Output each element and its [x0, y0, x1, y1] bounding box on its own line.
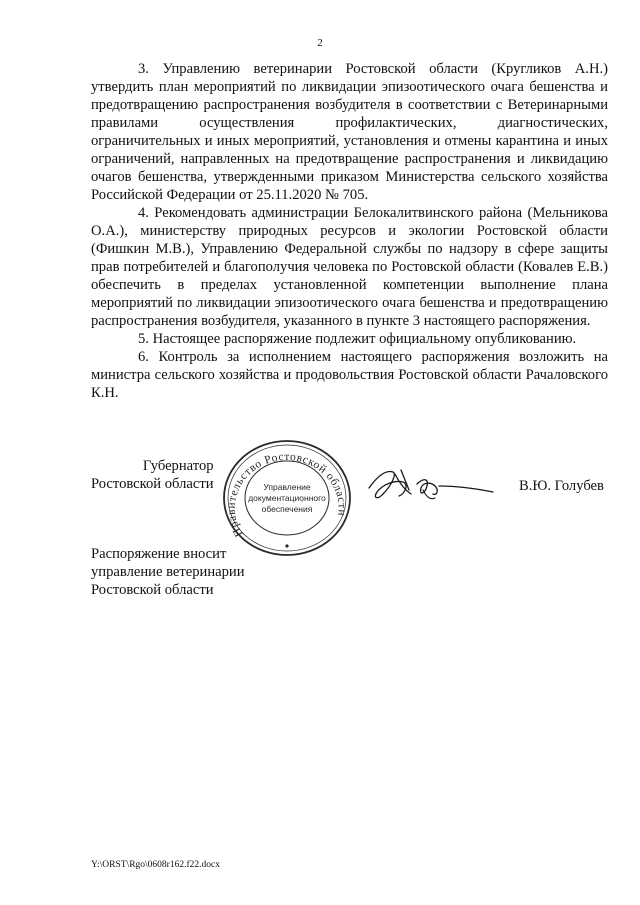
seal-star-icon	[285, 544, 288, 547]
submitter-line1: Распоряжение вносит	[91, 546, 227, 562]
official-seal	[221, 438, 353, 558]
paragraph-4: 4. Рекомендовать администрации Белокалитвинского района (Мельникова О.А.), министерству природных ресурсов и экологии Ростовской области (Фишкин М.В.), Управлению Федеральной службы по надзору в сфере защиты прав потребителей и благополучия человека по Ростовской области (Ковалев Е.В.) обеспечить в пределах установленной компетенции выполнение плана мероприятий по ликвидации эпизоотического очага бешенства и предотвращению распространения возбудителя, указанного в пункте 3 настоящего распоряжения.	[91, 205, 608, 329]
seal-inner-line1: Управление	[263, 482, 311, 492]
paragraph-3: 3. Управлению ветеринарии Ростовской области (Кругликов А.Н.) утвердить план мероприятий по ликвидации эпизоотического очага бешенства и предотвращению распространения возбудителя в соответствии с Ветеринарными правилами осуществления профилактических, диагностических, ограничительных и иных мероприятий, установления и отмены карантина и иных ограничений, направленных на предотвращение распространения и ликвидацию очагов бешенства, утвержденными приказом Министерства сельского хозяйства Российской Федерации от 25.11.2020 № 705.	[91, 61, 608, 203]
signer-name: В.Ю. Голубев	[519, 478, 604, 494]
signatory-title-line1: Губернатор	[142, 458, 214, 474]
seal-outer-text: Правительство Ростовской области	[225, 451, 348, 539]
signatory-title	[91, 457, 214, 493]
page-number: 2	[317, 37, 323, 49]
handwritten-signature	[365, 464, 495, 506]
document-body	[91, 60, 608, 402]
submitter-line3: Ростовской области	[91, 582, 214, 598]
seal-inner-line3: обеспечения	[261, 504, 313, 514]
submitter-note	[91, 545, 245, 599]
signature-block	[0, 438, 640, 558]
submitter-line2: управление ветеринарии	[91, 564, 245, 580]
signatory-title-line2: Ростовской области	[91, 476, 214, 492]
paragraph-5: 5. Настоящее распоряжение подлежит официальному опубликованию.	[138, 331, 577, 347]
paragraph-6: 6. Контроль за исполнением настоящего распоряжения возложить на министра сельского хозяйства и продовольствия Ростовской области Рачаловского К.Н.	[91, 349, 608, 401]
seal-inner-line2: документационного	[248, 493, 326, 503]
file-path: Y:\ORST\Rgo\0608r162.f22.docx	[91, 860, 220, 870]
